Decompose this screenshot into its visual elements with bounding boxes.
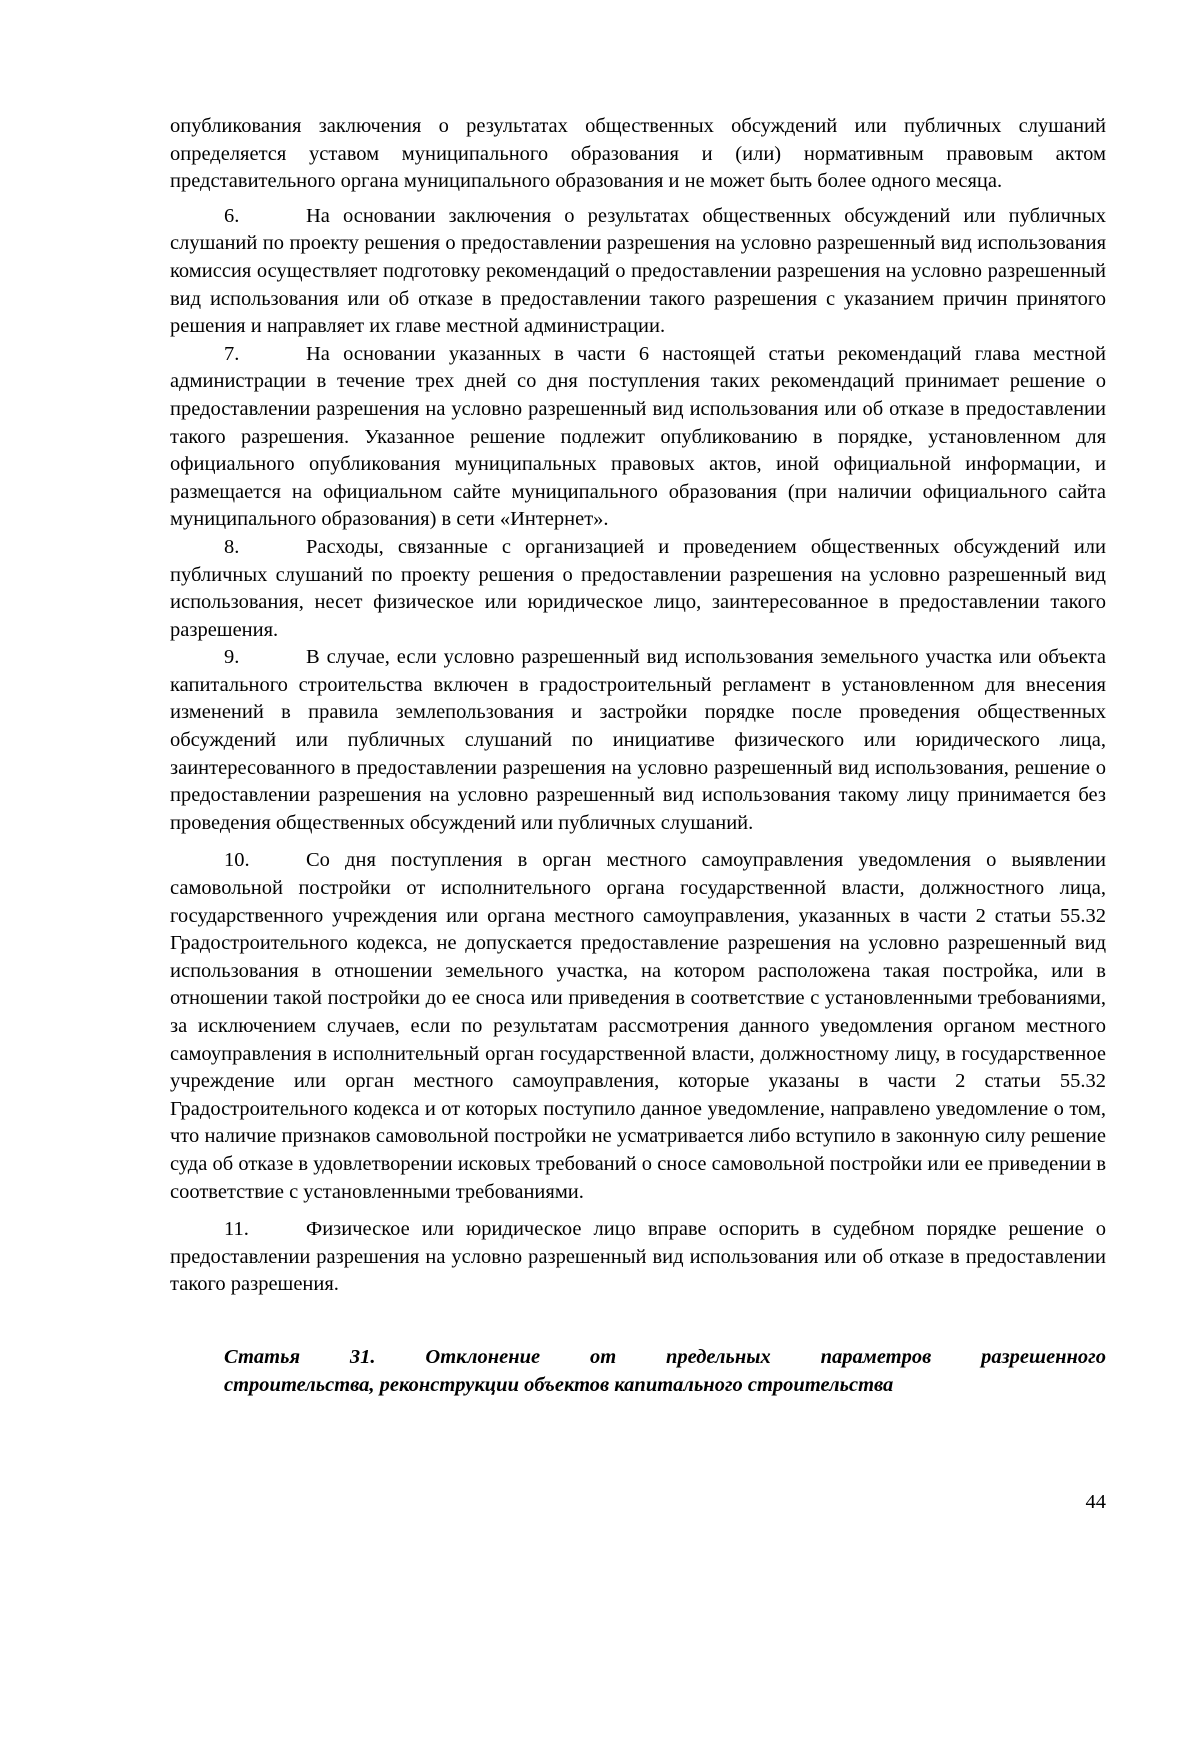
paragraph-11 <box>170 1216 1106 1299</box>
paragraph-number: 8. <box>224 535 240 558</box>
paragraph-8 <box>170 534 1106 644</box>
paragraph-number: 10. <box>224 849 250 872</box>
paragraph-number: 6. <box>224 204 240 227</box>
article-heading-line-1: Статья 31. Отклонение от предельных параметров разрешенного <box>224 1345 1106 1368</box>
paragraph-10 <box>170 847 1106 1206</box>
paragraph-number: 9. <box>224 646 240 669</box>
article-heading <box>170 1343 1106 1399</box>
paragraph-text: Со дня поступления в орган местного самоуправления уведомления о выявлении самовольной постройки от исполнительного органа государственной власти, должностного лица, государственного учреждения или органа местного самоуправления, указанных в части 2 статьи 55.32 Градостроительного кодекса, не допускается предоставление разрешения на условно разрешенный вид использования в отношении земельного участка, на котором расположена такая постройка, или в отношении такой постройки до ее сноса или приведения в соответствие с установленными требованиями, за исключением случаев, если по результатам рассмотрения данного уведомления органом местного самоуправления в исполнительный орган государственной власти, должностному лицу, в государственное учреждение или орган местного самоуправления, которые указаны в части 2 статьи 55.32 Градостроительного кодекса и от которых поступило данное уведомление, направлено уведомление о том, что наличие признаков самовольной постройки не усматривается либо вступило в законную силу решение суда об отказе в удовлетворении исковых требований о сносе самовольной постройки или ее приведении в соответствие с установленными требованиями. <box>170 849 1106 1203</box>
paragraph-text: Физическое или юридическое лицо вправе оспорить в судебном порядке решение о предоставлении разрешения на условно разрешенный вид использования или об отказе в предоставлении такого разрешения. <box>170 1218 1106 1296</box>
continuation-paragraph: опубликования заключения о результатах общественных обсуждений или публичных слушаний определяется уставом муниципального образования и (или) нормативным правовым актом представительного органа муниципального образования и не может быть более одного месяца. <box>170 115 1106 193</box>
paragraph-text: Расходы, связанные с организацией и проведением общественных обсуждений или публичных слушаний по проекту решения о предоставлении разрешения на условно разрешенный вид использования, несет физическое или юридическое лицо, заинтересованное в предоставлении такого разрешения. <box>170 535 1106 641</box>
article-heading-line-2: строительства, реконструкции объектов капитального строительства <box>224 1373 894 1396</box>
paragraph-text: На основании заключения о результатах общественных обсуждений или публичных слушаний по проекту решения о предоставлении разрешения на условно разрешенный вид использования комиссия осуществляет подготовку рекомендаций о предоставлении разрешения на условно разрешенный вид использования или об отказе в предоставлении такого разрешения с указанием причин принятого решения и направляет их главе местной администрации. <box>170 204 1106 338</box>
page-number: 44 <box>1085 1491 1106 1513</box>
paragraph-7 <box>170 341 1106 534</box>
paragraph-9 <box>170 644 1106 837</box>
paragraph-text: На основании указанных в части 6 настоящей статьи рекомендаций глава местной администрации в течение трех дней со дня поступления таких рекомендаций принимает решение о предоставлении разрешения на условно разрешенный вид использования или об отказе в предоставлении такого разрешения. Указанное решение подлежит опубликованию в порядке, установленном для официального опубликования муниципальных правовых актов, иной официальной информации, и размещается на официальном сайте муниципального образования (при наличии официального сайта муниципального образования) в сети «Интернет». <box>170 342 1106 531</box>
paragraph-number: 7. <box>224 342 240 365</box>
paragraph-text: В случае, если условно разрешенный вид использования земельного участка или объекта капитального строительства включен в градостроительный регламент в установленном для внесения изменений в правила землепользования и застройки порядке после проведения общественных обсуждений или публичных слушаний по инициативе физического или юридического лица, заинтересованного в предоставлении разрешения на условно разрешенный вид использования, решение о предоставлении разрешения на условно разрешенный вид использования такому лицу принимается без проведения общественных обсуждений или публичных слушаний. <box>170 646 1106 834</box>
document-page <box>170 113 1106 1399</box>
paragraph-number: 11. <box>224 1218 249 1241</box>
paragraph-6 <box>170 203 1106 341</box>
